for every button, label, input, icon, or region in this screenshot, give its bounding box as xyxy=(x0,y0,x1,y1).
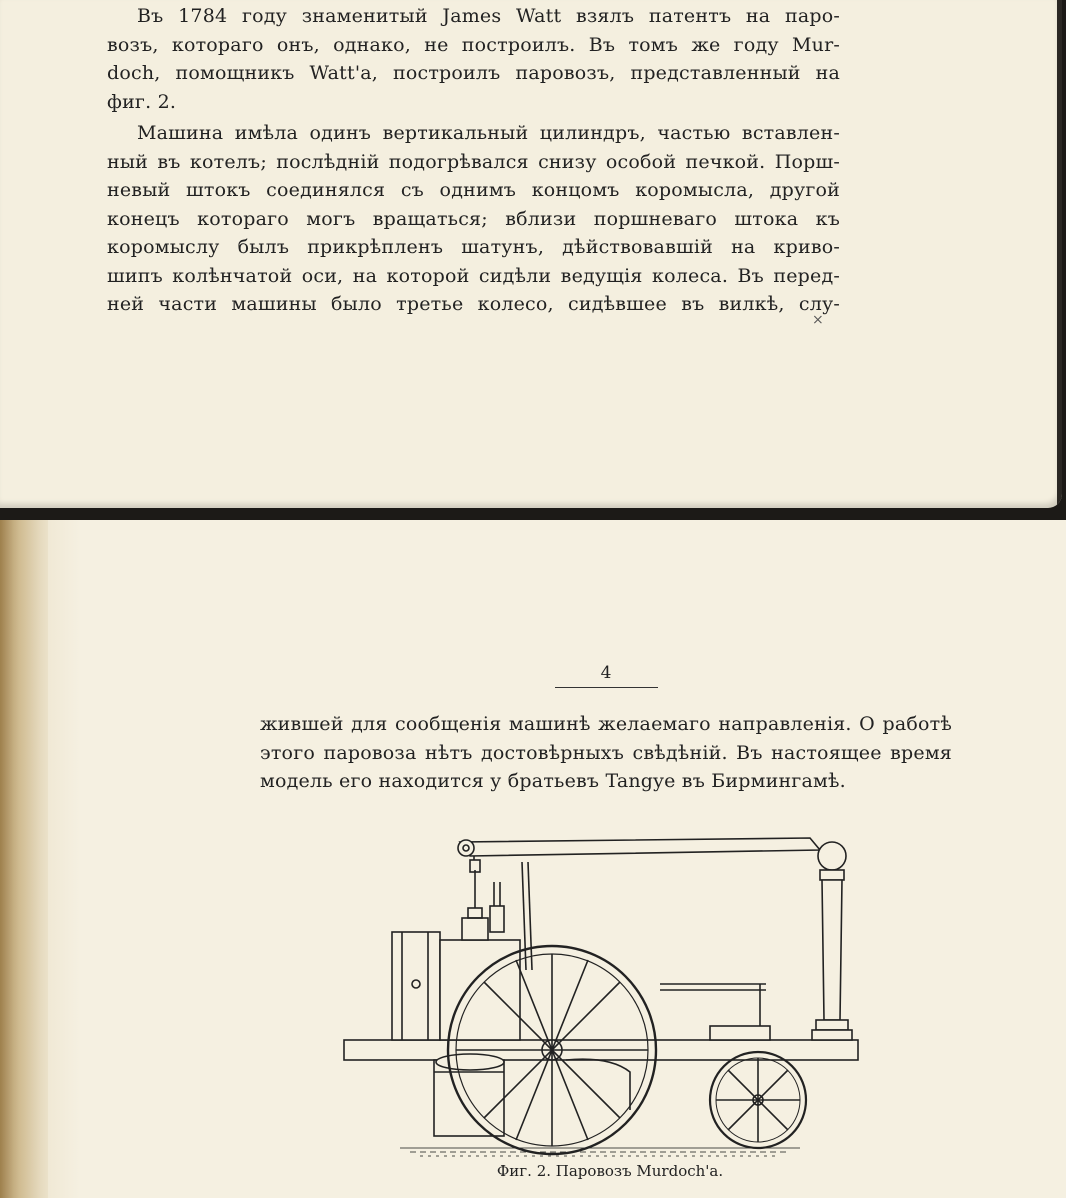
pencil-mark: × xyxy=(812,312,824,328)
text-line: ней части машины было третье колесо, сидѣвшее въ вилкѣ, слу- xyxy=(107,293,840,315)
murdoch-locomotive-illustration xyxy=(330,810,870,1160)
paragraph-2 xyxy=(107,119,840,319)
top-page-text xyxy=(107,2,840,319)
text-line: невый штокъ соединялся съ однимъ концомъ коромысла, другой xyxy=(107,179,840,201)
text-line: модель его находится у братьевъ Tangye въ Бирмингамѣ. xyxy=(260,770,846,792)
driving-wheel xyxy=(448,946,656,1154)
figure-caption: Фиг. 2. Паровозъ Murdoch'a. xyxy=(496,1162,724,1180)
page-edge xyxy=(1057,0,1062,508)
text-line: doch, помощникъ Watt'a, построилъ паровозъ, представленный на xyxy=(107,62,840,84)
page-number: 4 xyxy=(600,663,612,683)
page-number-rule xyxy=(555,687,658,688)
text-line: ный въ котелъ; послѣдній подогрѣвался снизу особой печкой. Порш- xyxy=(107,150,840,173)
bottom-page-text xyxy=(260,710,952,796)
paragraph-1 xyxy=(107,2,840,116)
text-line: жившей для сообщенія машинѣ желаемаго направленія. О работѣ xyxy=(260,713,952,735)
text-line: коромыслу былъ прикрѣпленъ шатунъ, дѣйствовавшій на криво- xyxy=(107,236,840,258)
text-line: Машина имѣла одинъ вертикальный цилиндръ, частью вставлен- xyxy=(137,122,840,144)
text-line: фиг. 2. xyxy=(107,90,177,113)
bottom-page xyxy=(0,520,1066,1198)
top-page xyxy=(0,0,1062,508)
front-wheel xyxy=(710,1052,806,1148)
text-line: конецъ котораго могъ вращаться; вблизи поршневаго штока къ xyxy=(107,207,840,230)
text-line: Въ 1784 году знаменитый James Watt взялъ патентъ на паро- xyxy=(137,5,840,27)
text-line: шипъ колѣнчатой оси, на которой сидѣли ведущія колеса. Въ перед- xyxy=(107,264,840,287)
text-line: этого паровоза нѣтъ достовѣрныхъ свѣдѣній. Въ настоящее время xyxy=(260,741,952,764)
book-spine-shadow xyxy=(0,520,48,1198)
text-line: возъ, котораго онъ, однако, не построилъ. Въ томъ же году Mur- xyxy=(107,33,840,56)
